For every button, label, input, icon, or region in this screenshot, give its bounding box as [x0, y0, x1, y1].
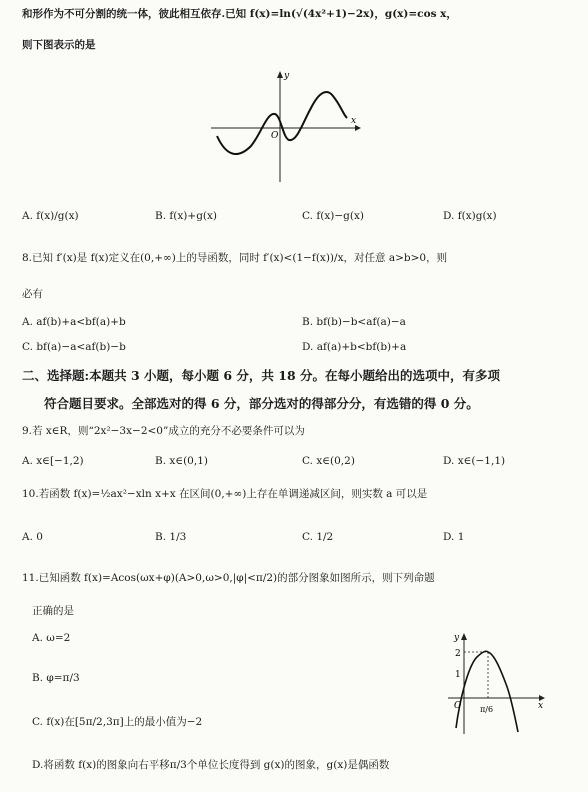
- q9-option-b: B. x∈(0,1): [155, 455, 208, 467]
- fig2-y-tick-1: 1: [455, 670, 461, 680]
- fig1-origin-label: O: [271, 131, 279, 141]
- q10-option-a: A. 0: [22, 531, 43, 543]
- q8-option-d: D. af(a)+b<bf(b)+a: [302, 341, 407, 353]
- q8-option-b: B. bf(b)−b<af(a)−a: [302, 316, 406, 328]
- q11-option-a: A. ω=2: [32, 632, 71, 644]
- q10-option-c: C. 1/2: [302, 531, 334, 543]
- intro-line-1: 和形作为不可分割的统一体，彼此相互依存.已知 f(x)=ln(√(4x²+1)−2x)，g(x)=cos x，: [22, 8, 457, 20]
- intro-line-2: 则下图表示的是: [22, 39, 96, 51]
- section2-line-2: 符合题目要求。全部选对的得 6 分，部分选对的得部分分，有选错的得 0 分。: [44, 396, 479, 411]
- q9-stem: 9.若 x∈R，则“2x²−3x−2<0”成立的充分不必要条件可以为: [22, 425, 305, 437]
- fig2-x-tick-pi-6: π/6: [480, 705, 494, 714]
- q10-option-d: D. 1: [443, 531, 465, 543]
- section2-line-1: 二、选择题:本题共 3 小题，每小题 6 分，共 18 分。在每小题给出的选项中，有多项: [22, 368, 501, 383]
- q11-option-c: C. f(x)在[5π/2,3π]上的最小值为−2: [32, 716, 203, 728]
- q10-stem: 10.若函数 f(x)=½ax²−xln x+x 在区间(0,+∞)上存在单调递减区间，则实数 a 可以是: [22, 488, 428, 500]
- q11-option-d: D.将函数 f(x)的图象向右平移π/3个单位长度得到 g(x)的图象，g(x)是偶函数: [32, 759, 390, 771]
- fig2-origin-label: O: [454, 701, 462, 711]
- fig1-y-label: y: [284, 71, 290, 81]
- fig2-y-label: y: [454, 633, 460, 643]
- q8-stem-2: 必有: [22, 288, 43, 300]
- q7-graph: [205, 66, 365, 188]
- q7-option-c: C. f(x)−g(x): [302, 210, 364, 222]
- q7-option-d: D. f(x)g(x): [443, 210, 497, 222]
- q9-option-d: D. x∈(−1,1): [443, 455, 506, 467]
- q10-option-b: B. 1/3: [155, 531, 187, 543]
- q8-option-c: C. bf(a)−a<af(b)−b: [22, 341, 126, 353]
- fig1-x-label: x: [351, 116, 357, 126]
- q7-option-a: A. f(x)/g(x): [22, 210, 79, 222]
- fig2-x-label: x: [538, 701, 544, 711]
- fig2-y-tick-2: 2: [455, 649, 461, 659]
- q7-option-b: B. f(x)+g(x): [155, 210, 218, 222]
- q11-stem-2: 正确的是: [32, 605, 74, 617]
- q9-option-c: C. x∈(0,2): [302, 455, 355, 467]
- q11-option-b: B. φ=π/3: [32, 672, 80, 684]
- q8-stem: 8.已知 f′(x)是 f(x)定义在(0,+∞)上的导函数，同时 f′(x)<(1−f(x))/x，对任意 a>b>0，则: [22, 252, 448, 264]
- q11-stem: 11.已知函数 f(x)=Acos(ωx+φ)(A>0,ω>0,|φ|<π/2)的部分图象如图所示，则下列命题: [22, 572, 435, 584]
- q9-option-a: A. x∈[−1,2): [22, 455, 84, 467]
- q8-option-a: A. af(b)+a<bf(a)+b: [22, 316, 126, 328]
- q11-graph: [440, 628, 548, 738]
